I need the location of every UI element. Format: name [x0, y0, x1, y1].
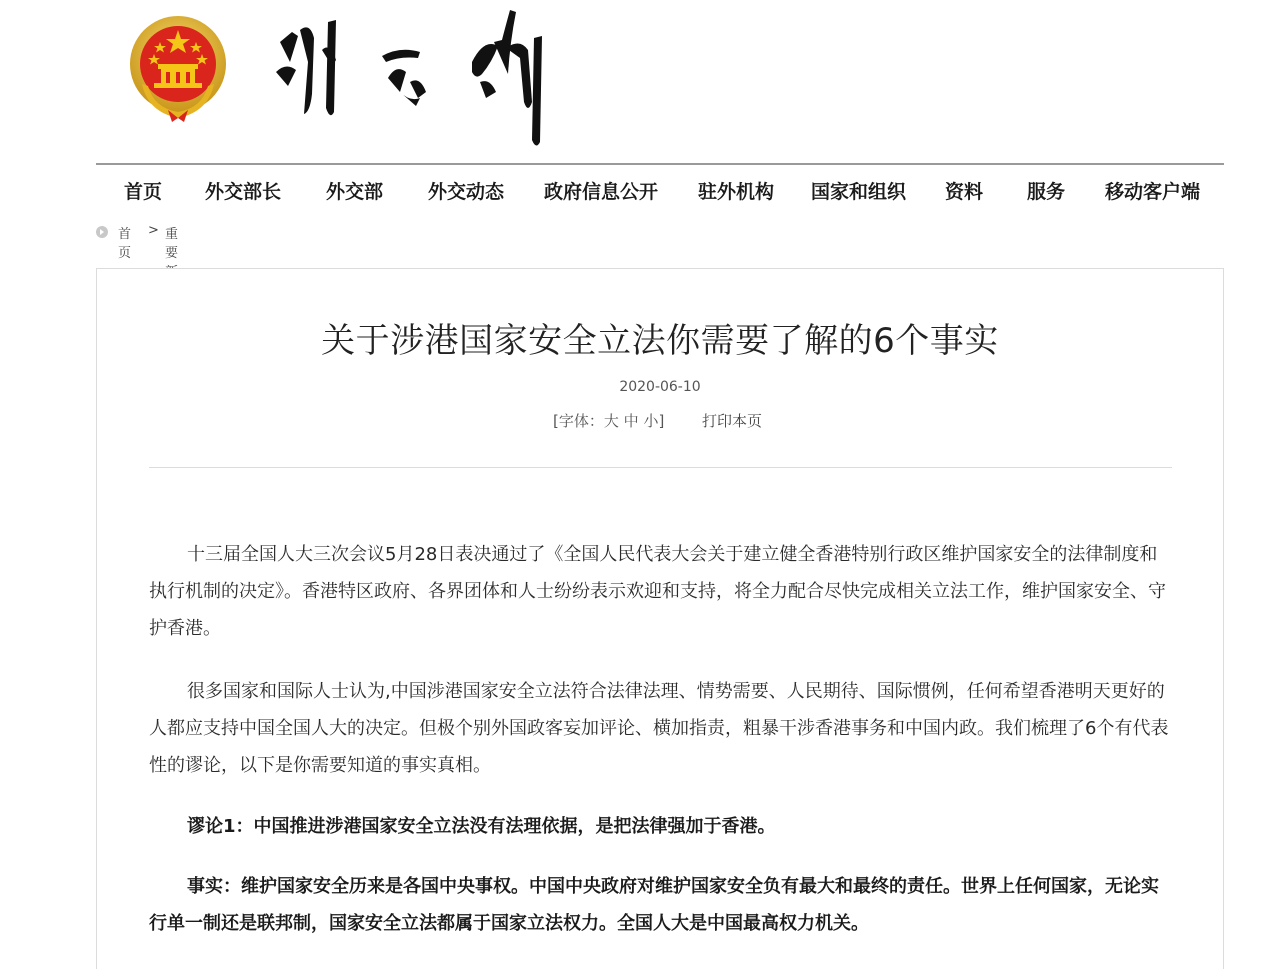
- breadcrumb-current-link[interactable]: 重要: [165, 227, 179, 261]
- article-container: [96, 268, 1224, 969]
- nav-item-services[interactable]: 服务: [1027, 181, 1066, 203]
- article-date: 2020-06-10: [619, 379, 701, 395]
- font-size-suffix: ]: [658, 412, 665, 430]
- breadcrumb-home-link[interactable]: 首页: [118, 227, 132, 261]
- nav-item-countries-organizations[interactable]: 国家和组织: [811, 181, 907, 203]
- site-header: [0, 0, 1280, 165]
- breadcrumb-arrow-icon: [96, 226, 108, 238]
- article-paragraph-fallacy-heading: 谬论1：中国推进涉港国家安全立法没有法理依据，是把法律强加于香港。: [187, 816, 776, 837]
- national-emblem-icon[interactable]: [128, 14, 228, 122]
- nav-item-home[interactable]: 首页: [124, 181, 163, 203]
- article-paragraph: 很多国家和国际人士认为,中国涉港国家安全立法符合法律法理、情势需要、人民期待、国际惯例，任何希望香港明天更好的人都应支持中国全国人大的决定。但极个别外国政客妄加评论、横加指责，粗暴干涉香港事务和中国内政。我们梳理了6个有代表性的谬论，以下是你需要知道的事实真相。: [149, 681, 1169, 776]
- nav-item-missions-overseas[interactable]: 驻外机构: [698, 181, 775, 203]
- font-size-small-button[interactable]: 小: [643, 412, 659, 430]
- nav-item-mobile-client[interactable]: 移动客户端: [1105, 181, 1201, 203]
- font-size-large-button[interactable]: 大: [603, 412, 619, 430]
- nav-item-diplomatic-news[interactable]: 外交动态: [428, 181, 505, 203]
- font-size-prefix: [字体：: [553, 412, 604, 430]
- font-size-medium-button[interactable]: 中: [623, 412, 639, 430]
- breadcrumb-separator: >: [148, 223, 159, 238]
- article-divider: [149, 467, 1172, 468]
- article-paragraph: 十三届全国人大三次会议5月28日表决通过了《全国人民代表大会关于建立健全香港特别行政区维护国家安全的法律制度和执行机制的决定》。香港特区政府、各界团体和人士纷纷表示欢迎和支持，将全力配合尽快完成相关立法工作，维护国家安全、守护香港。: [149, 544, 1166, 639]
- font-size-control: [553, 410, 664, 431]
- main-navigation: [96, 165, 1224, 213]
- article-paragraph-fact: 事实：维护国家安全历来是各国中央事权。中国中央政府对维护国家安全负有最大和最终的责任。世界上任何国家，无论实行单一制还是联邦制，国家安全立法都属于国家立法权力。全国人大是中国最高权力机关。: [149, 876, 1159, 934]
- print-page-link[interactable]: 打印本页: [702, 412, 763, 430]
- mfa-calligraphy-logo[interactable]: [270, 2, 570, 152]
- nav-item-government-info[interactable]: 政府信息公开: [544, 181, 659, 203]
- nav-item-foreign-minister[interactable]: 外交部长: [205, 181, 282, 203]
- nav-item-resources[interactable]: 资料: [945, 181, 984, 203]
- article-title: 关于涉港国家安全立法你需要了解的6个事实: [321, 321, 999, 361]
- nav-item-ministry[interactable]: 外交部: [326, 181, 384, 203]
